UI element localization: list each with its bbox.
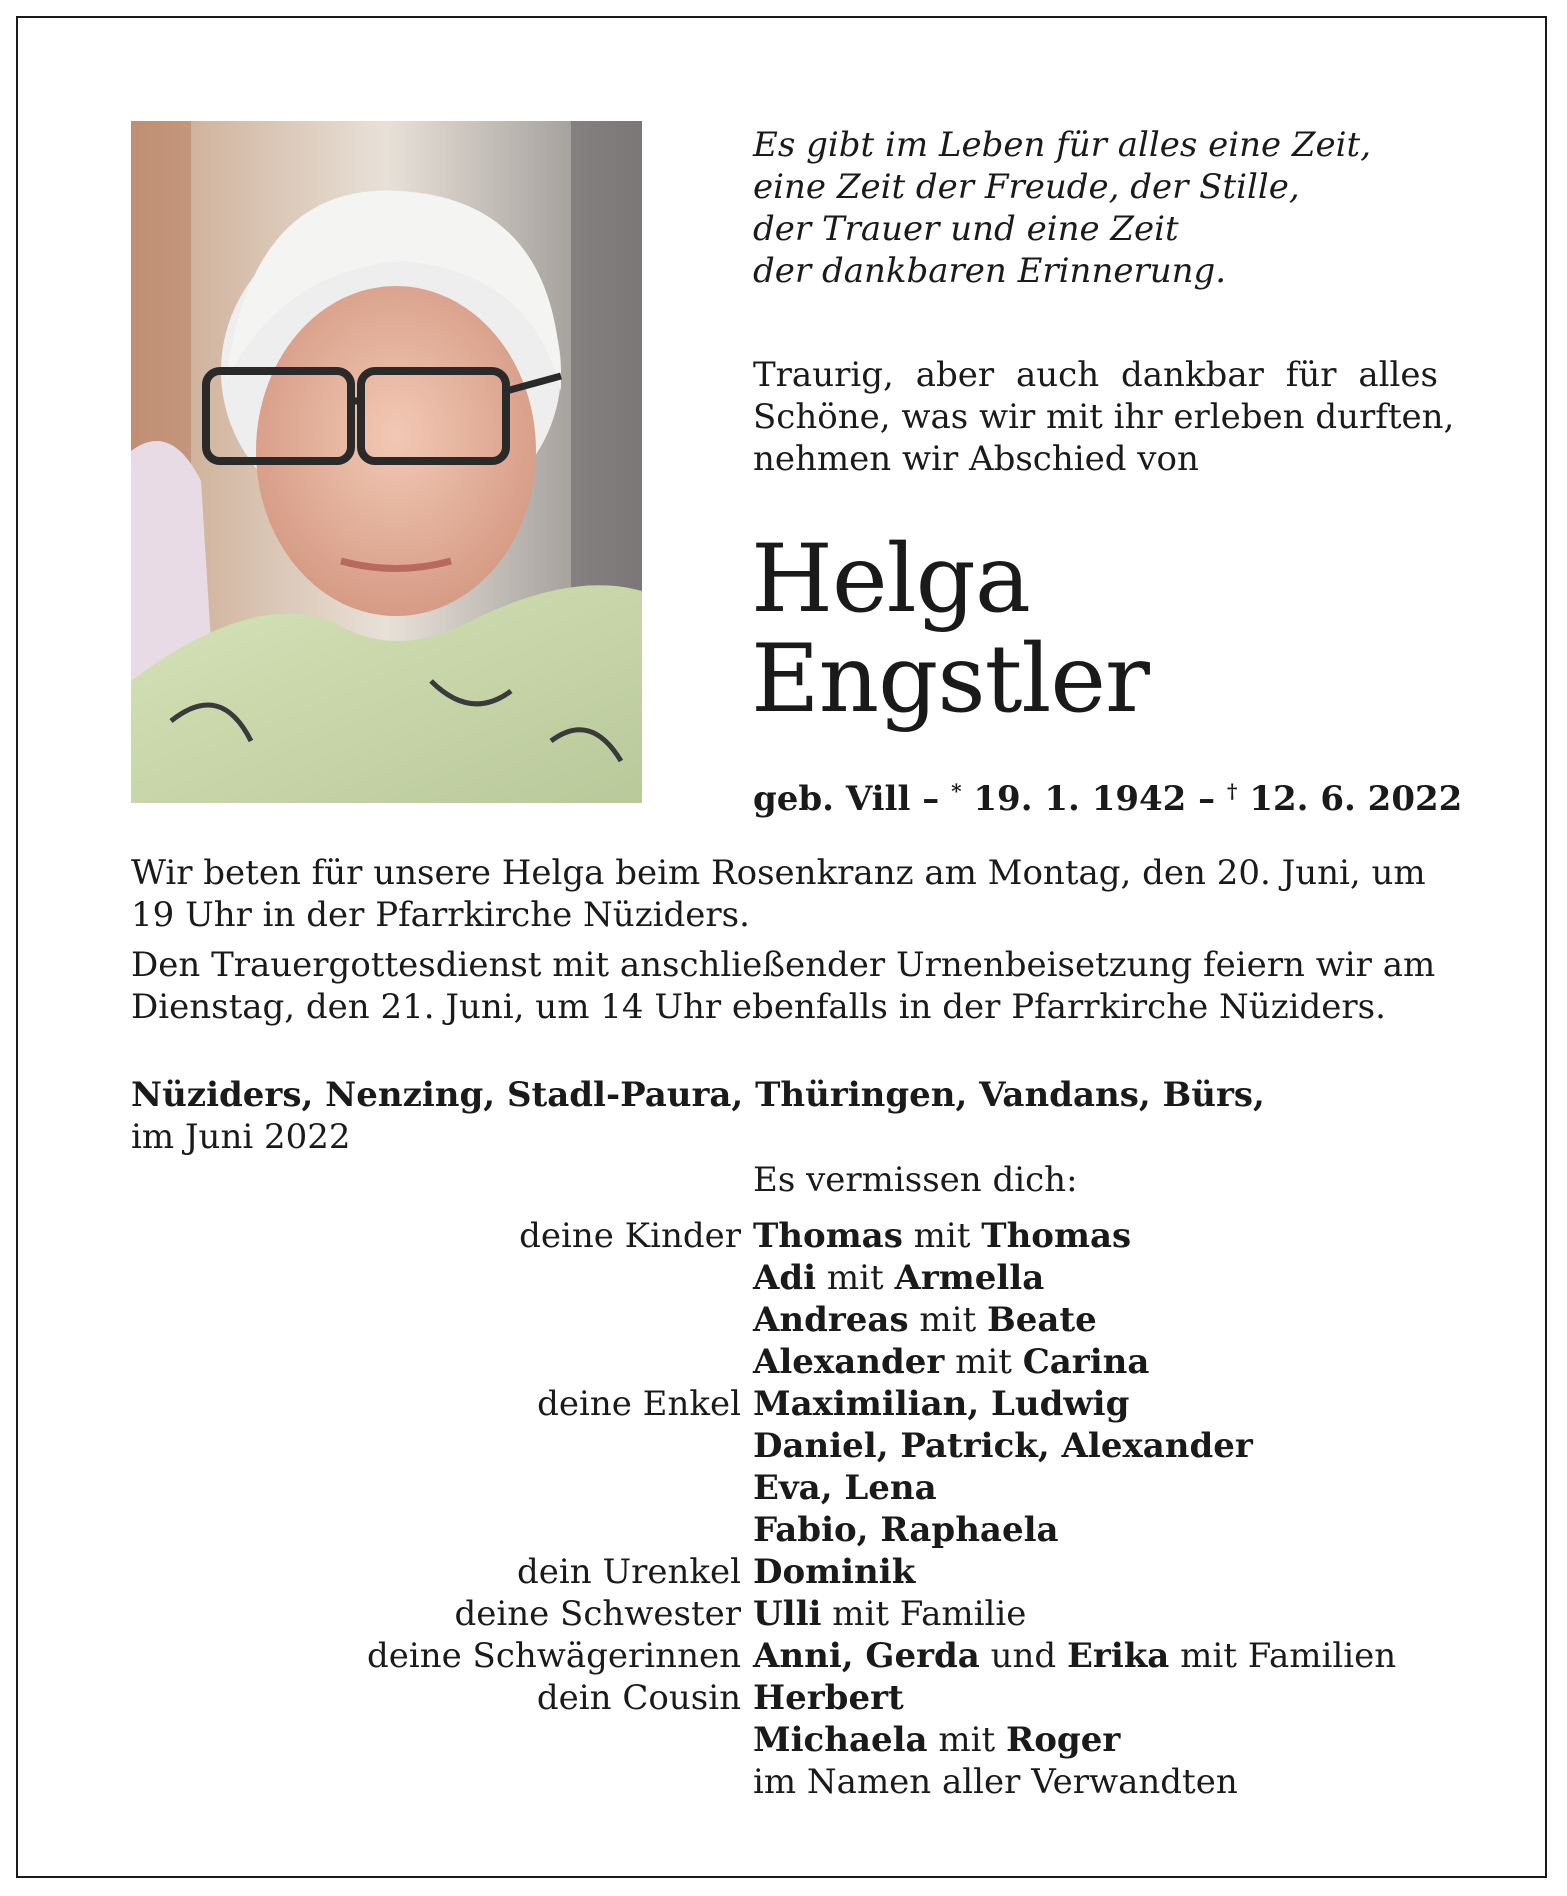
relation-label: deine Schwester (454, 1594, 741, 1634)
mourner-row (0, 1719, 1567, 1761)
mourner-name: Armella (894, 1258, 1045, 1298)
mourner-names (753, 1425, 1253, 1467)
intro-word: aber (915, 355, 995, 395)
relation-label: deine Enkel (537, 1384, 741, 1424)
funeral-line: Den Trauergottesdienst mit anschließender Urnenbeisetzung feiern wir am (131, 945, 1436, 985)
mourners-heading: Es vermissen dich: (753, 1160, 1078, 1200)
first-name: Helga (751, 525, 1030, 634)
mourner-name: Dominik (753, 1552, 916, 1592)
mourner-names (753, 1761, 1238, 1803)
mourner-row (0, 1425, 1567, 1467)
portrait-photo (131, 121, 642, 803)
mourner-row (0, 1551, 1567, 1593)
mourner-name: Herbert (753, 1678, 904, 1718)
funeral-paragraph (131, 944, 1441, 1028)
rosary-line: Wir beten für unsere Helga beim Rosenkranz am Montag, den 20. Juni, um (131, 853, 1426, 893)
connector-text: im Namen aller Verwandten (753, 1762, 1238, 1802)
mourner-names (753, 1719, 1120, 1761)
life-dates: geb. Vill – * 19. 1. 1942 – † 12. 6. 2022 (753, 779, 1463, 819)
notice-date: im Juni 2022 (131, 1117, 351, 1157)
birth-symbol: * (951, 779, 962, 803)
places-and-date (131, 1074, 1265, 1158)
intro-word: Traurig, (753, 355, 894, 395)
service-info (131, 852, 1441, 1036)
mourner-names (753, 1467, 937, 1509)
birth-date: 19. 1. 1942 (973, 779, 1187, 819)
intro-word: auch (1016, 355, 1100, 395)
relation-label: dein Cousin (536, 1678, 741, 1718)
mourner-name: Carina (1022, 1342, 1150, 1382)
mourner-names (753, 1551, 915, 1593)
birth-name: geb. Vill (753, 779, 911, 819)
intro-word: alles (1358, 355, 1438, 395)
mourner-name: Roger (1006, 1720, 1121, 1760)
connector-text: mit (908, 1300, 987, 1340)
mourner-names (753, 1593, 1026, 1635)
mourner-name: Daniel, Patrick, Alexander (753, 1426, 1253, 1466)
connector-text: mit (902, 1216, 982, 1256)
mourner-row (0, 1467, 1567, 1509)
mourner-row (0, 1677, 1567, 1719)
connector-text: mit (816, 1258, 895, 1298)
mourner-name: Eva, Lena (753, 1468, 937, 1508)
death-date: 12. 6. 2022 (1249, 779, 1463, 819)
mourner-row (0, 1509, 1567, 1551)
mourners-list (0, 1215, 1567, 1803)
connector-text: mit Familien (1169, 1636, 1397, 1676)
mourner-name: Andreas (753, 1300, 909, 1340)
mourner-names (753, 1383, 1129, 1425)
mourner-row (0, 1299, 1567, 1341)
relation-label: dein Urenkel (517, 1552, 741, 1592)
connector-text: mit (927, 1720, 1006, 1760)
funeral-line: Dienstag, den 21. Juni, um 14 Uhr ebenfalls in der Pfarrkirche Nüziders. (131, 987, 1386, 1027)
relation-label: deine Kinder (519, 1216, 741, 1256)
places-list: Nüziders, Nenzing, Stadl-Paura, Thüringen, Vandans, Bürs, (131, 1075, 1265, 1115)
mourner-row (0, 1383, 1567, 1425)
mourner-row (0, 1635, 1567, 1677)
mourner-name: Alexander (753, 1342, 945, 1382)
mourner-names (753, 1635, 1396, 1677)
mourner-row (0, 1593, 1567, 1635)
mourner-name: Thomas (981, 1216, 1132, 1256)
quote-line: Es gibt im Leben für alles eine Zeit, (753, 125, 1372, 165)
mourner-name: Fabio, Raphaela (753, 1510, 1059, 1550)
connector-text: mit Familie (821, 1594, 1027, 1634)
deceased-name (751, 525, 1149, 734)
mourner-name: Maximilian, Ludwig (753, 1384, 1130, 1424)
mourner-name: Ulli (753, 1594, 822, 1634)
quote-line: der dankbaren Erinnerung. (753, 251, 1227, 291)
rosary-paragraph (131, 852, 1441, 936)
quote-line: eine Zeit der Freude, der Stille, (753, 167, 1300, 207)
connector-text: mit (944, 1342, 1023, 1382)
mourner-names (753, 1509, 1059, 1551)
intro-text (753, 354, 1455, 480)
mourner-name: Michaela (753, 1720, 928, 1760)
mourner-names (753, 1215, 1131, 1257)
mourner-name: Beate (987, 1300, 1097, 1340)
quote-line: der Trauer und eine Zeit (753, 209, 1179, 249)
mourner-names (753, 1341, 1149, 1383)
portrait-icon (131, 121, 642, 803)
intro-line (753, 354, 1438, 396)
rosary-line: 19 Uhr in der Pfarrkirche Nüziders. (131, 895, 750, 935)
mourner-names (753, 1677, 904, 1719)
mourner-row (0, 1215, 1567, 1257)
mourner-name: Erika (1066, 1636, 1170, 1676)
mourner-names (753, 1299, 1097, 1341)
mourner-name: Thomas (753, 1216, 903, 1256)
death-symbol: † (1227, 779, 1238, 803)
quote (753, 124, 1453, 292)
mourner-name: Anni, Gerda (753, 1636, 980, 1676)
intro-word: dankbar (1121, 355, 1264, 395)
mourner-row (0, 1761, 1567, 1803)
connector-text: und (979, 1636, 1067, 1676)
mourner-name: Adi (753, 1258, 817, 1298)
intro-line: Schöne, was wir mit ihr erleben durften, (753, 397, 1455, 437)
last-name: Engstler (751, 625, 1149, 734)
mourner-names (753, 1257, 1044, 1299)
mourner-row (0, 1341, 1567, 1383)
intro-word: für (1285, 355, 1337, 395)
relation-label: deine Schwägerinnen (366, 1636, 741, 1676)
intro-line: nehmen wir Abschied von (753, 439, 1199, 479)
mourner-row (0, 1257, 1567, 1299)
